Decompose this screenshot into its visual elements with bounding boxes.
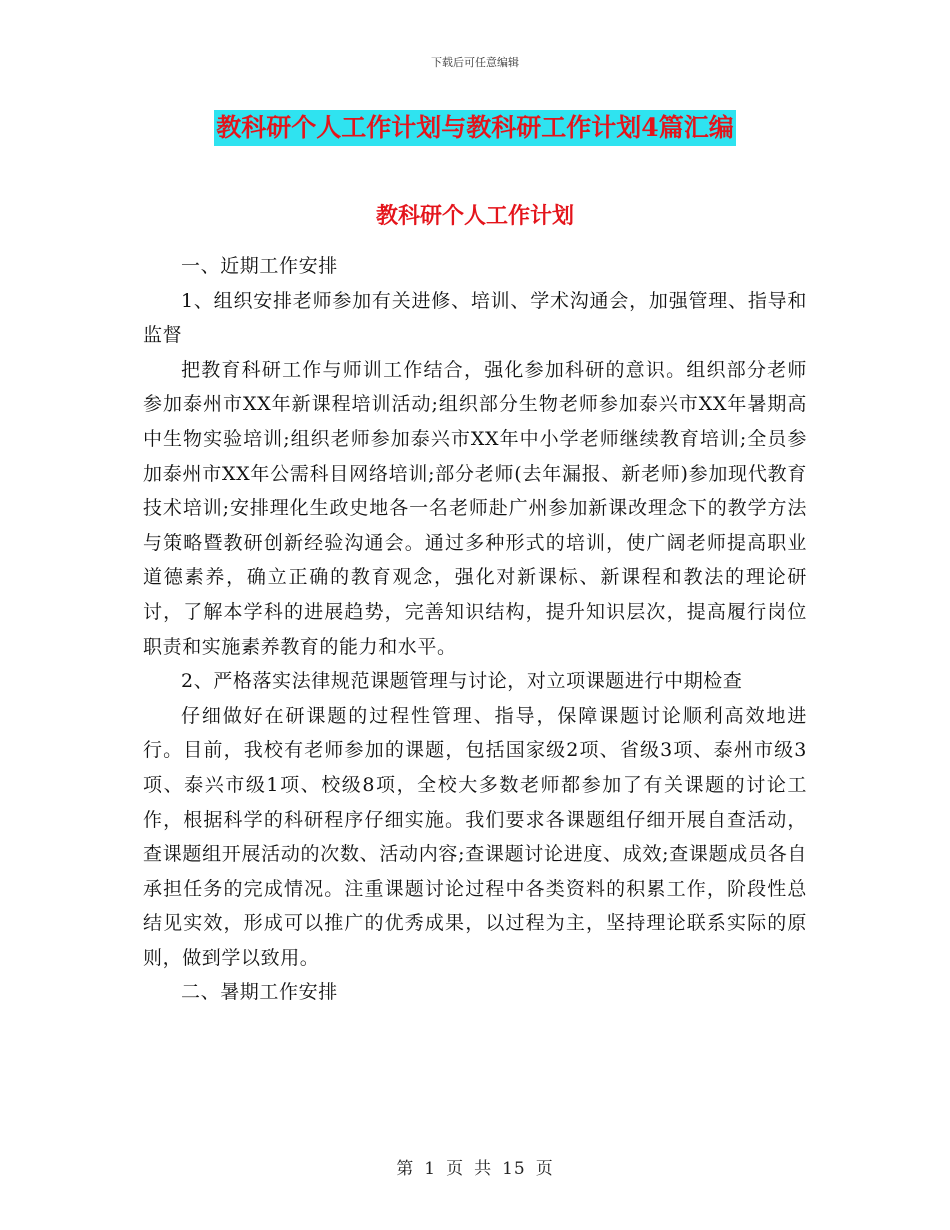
paragraph-heading-1: 一、近期工作安排	[181, 255, 338, 277]
section-title: 教科研个人工作计划	[375, 203, 574, 229]
footer-total-pages: 15	[502, 1159, 526, 1179]
footer-label-ye: 页	[446, 1159, 465, 1179]
document-body	[143, 249, 807, 1010]
footer-label-ye2: 页	[535, 1159, 554, 1179]
paragraph-heading-2: 二、暑期工作安排	[181, 981, 338, 1004]
main-title: 教科研个人工作计划与教科研工作计划4篇汇编	[214, 110, 735, 146]
page-footer	[0, 1154, 950, 1179]
paragraph-item-2: 2、严格落实法律规范课题管理与讨论，对立项课题进行中期检查	[181, 670, 743, 693]
paragraph-body-2: 仔细做好在研课题的过程性管理、指导，保障课题讨论顺利高效地进行。目前，我校有老师参加的课题，包括国家级2项、省级3项、泰州市级3项、泰兴市级1项、校级8项，全校大多数老师都参加了有关课题的讨论工作，根据科学的科研程序仔细实施。我们要求各课题组仔细开展自查活动，查课题组开展活动的次数、活动内容;查课题讨论进度、成效;查课题成员各自承担任务的完成情况。注重课题讨论过程中各类资料的积累工作，阶段性总结见实效，形成可以推广的优秀成果，以过程为主，坚持理论联系实际的原则，做到学以致用。	[143, 704, 807, 969]
footer-label-di: 第	[396, 1159, 415, 1179]
header-note: 下载后可任意编辑	[431, 56, 519, 69]
paragraph-item-1: 1、组织安排老师参加有关进修、培训、学术沟通会，加强管理、指导和监督	[143, 289, 807, 347]
footer-label-gong: 共	[474, 1159, 493, 1179]
paragraph-body-1: 把教育科研工作与师训工作结合，强化参加科研的意识。组织部分老师参加泰州市XX年新课程培训活动;组织部分生物老师参加泰兴市XX年暑期高中生物实验培训;组织老师参加泰兴市XX年中小学老师继续教育培训;全员参加泰州市XX年公需科目网络培训;部分老师(去年漏报、新老师)参加现代教育技术培训;安排理化生政史地各一名老师赴广州参加新课改理念下的教学方法与策略暨教研创新经验沟通会。通过多种形式的培训，使广阔老师提高职业道德素养，确立正确的教育观念，强化对新课标、新课程和教法的理论研讨，了解本学科的进展趋势，完善知识结构，提升知识层次，提高履行岗位职责和实施素养教育的能力和水平。	[143, 358, 807, 658]
footer-current-page: 1	[424, 1159, 437, 1179]
main-title-container	[0, 110, 950, 146]
